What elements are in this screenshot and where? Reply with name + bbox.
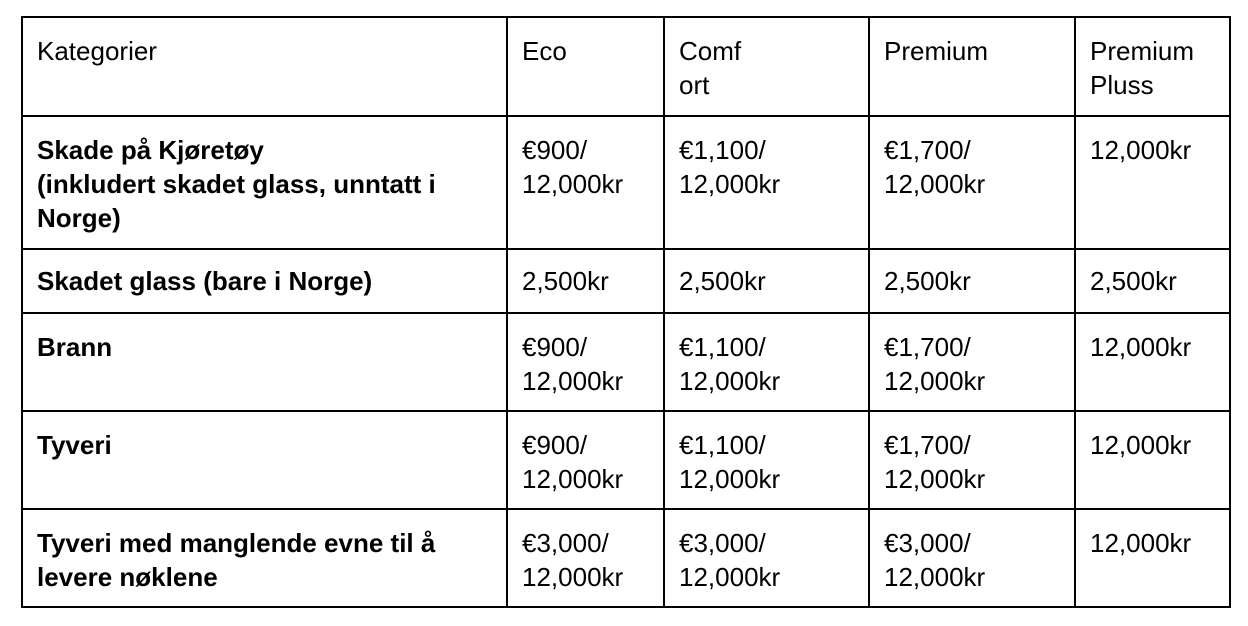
value-cell: €3,000/ 12,000kr [869, 509, 1075, 607]
value-cell: 2,500kr [507, 249, 664, 313]
value-cell: 12,000kr [1075, 313, 1230, 411]
header-premium: Premium [869, 17, 1075, 116]
value-cell: €3,000/ 12,000kr [664, 509, 869, 607]
value-cell: €900/ 12,000kr [507, 116, 664, 249]
value-cell: 12,000kr [1075, 411, 1230, 509]
table-row [22, 509, 1230, 607]
value-cell: €900/ 12,000kr [507, 411, 664, 509]
coverage-table [21, 16, 1231, 608]
header-eco: Eco [507, 17, 664, 116]
value-cell: 12,000kr [1075, 116, 1230, 249]
table-row [22, 249, 1230, 313]
header-row [22, 17, 1230, 116]
value-cell: 12,000kr [1075, 509, 1230, 607]
value-cell: 2,500kr [664, 249, 869, 313]
value-cell: €1,700/ 12,000kr [869, 313, 1075, 411]
value-cell: €1,100/ 12,000kr [664, 313, 869, 411]
category-cell: Skadet glass (bare i Norge) [22, 249, 507, 313]
value-cell: €3,000/ 12,000kr [507, 509, 664, 607]
value-cell: €1,700/ 12,000kr [869, 411, 1075, 509]
value-cell: 2,500kr [869, 249, 1075, 313]
table-row [22, 116, 1230, 249]
header-comfort: Comf ort [664, 17, 869, 116]
value-cell: €1,100/ 12,000kr [664, 116, 869, 249]
value-cell: 2,500kr [1075, 249, 1230, 313]
table-row [22, 411, 1230, 509]
header-kategorier: Kategorier [22, 17, 507, 116]
table-row [22, 313, 1230, 411]
value-cell: €1,700/ 12,000kr [869, 116, 1075, 249]
header-premium-pluss: Premium Pluss [1075, 17, 1230, 116]
category-cell: Skade på Kjøretøy (inkludert skadet glass, unntatt i Norge) [22, 116, 507, 249]
value-cell: €1,100/ 12,000kr [664, 411, 869, 509]
value-cell: €900/ 12,000kr [507, 313, 664, 411]
category-cell: Tyveri med manglende evne til å levere nøklene [22, 509, 507, 607]
category-cell: Brann [22, 313, 507, 411]
category-cell: Tyveri [22, 411, 507, 509]
